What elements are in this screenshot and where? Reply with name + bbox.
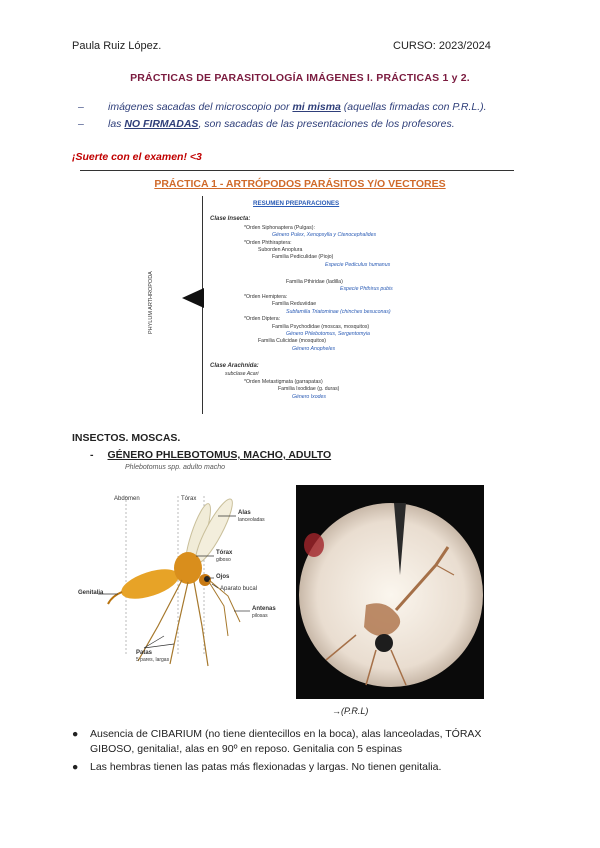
tree-row: *Orden Phthiraptera: — [244, 240, 292, 246]
tree-row: *Orden Diptera: — [244, 316, 281, 322]
label-antenas: Antenas — [252, 606, 276, 612]
tree-row: Suborden Anoplura — [258, 247, 303, 253]
label-genitalia: Genitalia — [78, 590, 104, 596]
author: Paula Ruiz López. — [72, 40, 162, 52]
tree-row: Género Ixodes — [292, 394, 327, 400]
intro-text: imágenes sacadas del microscopio por — [108, 101, 293, 113]
tree-row: Familia Pediculidae (Piojo) — [272, 254, 334, 260]
dash: – — [78, 101, 84, 113]
tree-row: Subfamilia Triatominae (chinches besuconas) — [286, 309, 391, 315]
sandfly-illustration — [78, 476, 290, 670]
label-aparato: Aparato bucal — [220, 586, 258, 592]
tree-row: Género Phlebotomus, Sergentomyia — [286, 331, 370, 337]
tree-row: Familia Ixodidae (g. duras) — [278, 386, 340, 392]
tree-row: Familia Reduviidae — [272, 301, 317, 307]
label-antenas-sub: pilosas — [252, 613, 268, 619]
label-torax-top: Tórax — [181, 496, 197, 502]
divider — [80, 170, 514, 171]
photo-credit: →(P.R.L) — [332, 706, 369, 716]
intro-text: , son sacadas de las presentaciones de los profesores. — [198, 118, 455, 130]
bracket-arrow-icon — [182, 288, 204, 308]
microscope-view — [296, 485, 484, 699]
tree-row: Género Pulex, Xenopsylla y Ctenocephalides — [272, 232, 377, 238]
figure-caption: Phlebotomus spp. adulto macho — [125, 464, 226, 471]
class-arachnida: Clase Arachnida: — [210, 363, 259, 369]
label-torax: Tórax — [216, 550, 233, 556]
subclass: subclase Acari — [225, 371, 259, 377]
class-insecta: Clase Insecta: — [210, 216, 251, 222]
bullet-text: Ausencia de CIBARIUM (no tiene dientecillos en la boca), alas lanceoladas, TÓRAX — [90, 728, 482, 740]
dash: - — [90, 449, 94, 461]
tree-row: Género Anopheles — [292, 346, 336, 352]
phylum-label: PHYLUM ARTHROPODA — [148, 271, 154, 334]
microscope-photo — [296, 485, 484, 699]
tree-row: *Orden Siphonaptera (Pulgas): — [244, 225, 315, 231]
bullet-text: Las hembras tienen las patas más flexionadas y largas. No tienen genitalia. — [90, 761, 442, 773]
bullet-icon: ● — [72, 728, 79, 740]
phlebotomus-diagram — [78, 476, 290, 670]
bullet-continuation: GIBOSO, genitalia!, alas en 90º en reposo. Genitalia con 5 espinas — [90, 743, 403, 755]
genus-heading — [90, 449, 331, 461]
intro-emph: mi misma — [292, 101, 341, 113]
tree-row: Especie Phthirus pubis — [340, 286, 393, 292]
course: CURSO: 2023/2024 — [393, 40, 491, 52]
tree-row: *Orden Metastigmata (garrapatas) — [244, 379, 323, 385]
tree-row: Familia Culicidae (mosquitos) — [258, 338, 327, 344]
tree-row: *Orden Hemiptera: — [244, 294, 288, 300]
label-patas: Patas — [136, 650, 153, 656]
label-abdomen: Abdomen — [114, 496, 140, 502]
tree-row: Especie Pediculus humanus — [325, 262, 391, 268]
tree-row: Familia Pthiridae (ladilla) — [286, 279, 343, 285]
practice-title: PRÁCTICA 1 - ARTRÓPODOS PARÁSITOS Y/O VECTORES — [154, 178, 446, 190]
intro-emph: NO FIRMADAS — [124, 118, 199, 130]
label-torax-sub: giboso — [216, 557, 231, 563]
genus-title: GÉNERO PHLEBOTOMUS, MACHO, ADULTO — [107, 449, 332, 461]
tree-heading: RESUMEN PREPARACIONES — [253, 200, 340, 207]
label-ojos: Ojos — [216, 574, 230, 580]
classification-tree — [148, 196, 450, 414]
page-title: PRÁCTICAS DE PARASITOLOGÍA IMÁGENES I. PRÁCTICAS 1 y 2. — [130, 72, 470, 84]
intro-text: (aquellas firmadas con P.R.L.). — [340, 101, 487, 113]
dash: – — [78, 118, 84, 130]
luck-message: ¡Suerte con el examen! <3 — [72, 151, 202, 163]
label-patas-sub: 5 pares, largas — [136, 657, 170, 663]
bullet-icon: ● — [72, 761, 79, 773]
label-alas: Alas — [238, 510, 251, 516]
tree-row: Familia Psychodidae (moscas, mosquitos) — [272, 324, 370, 330]
intro-line-2 — [78, 118, 455, 130]
intro-text: las — [108, 118, 125, 130]
label-alas-sub: lanceoladas — [238, 517, 265, 523]
intro-line-1 — [78, 101, 487, 113]
section-heading: INSECTOS. MOSCAS. — [72, 432, 181, 444]
